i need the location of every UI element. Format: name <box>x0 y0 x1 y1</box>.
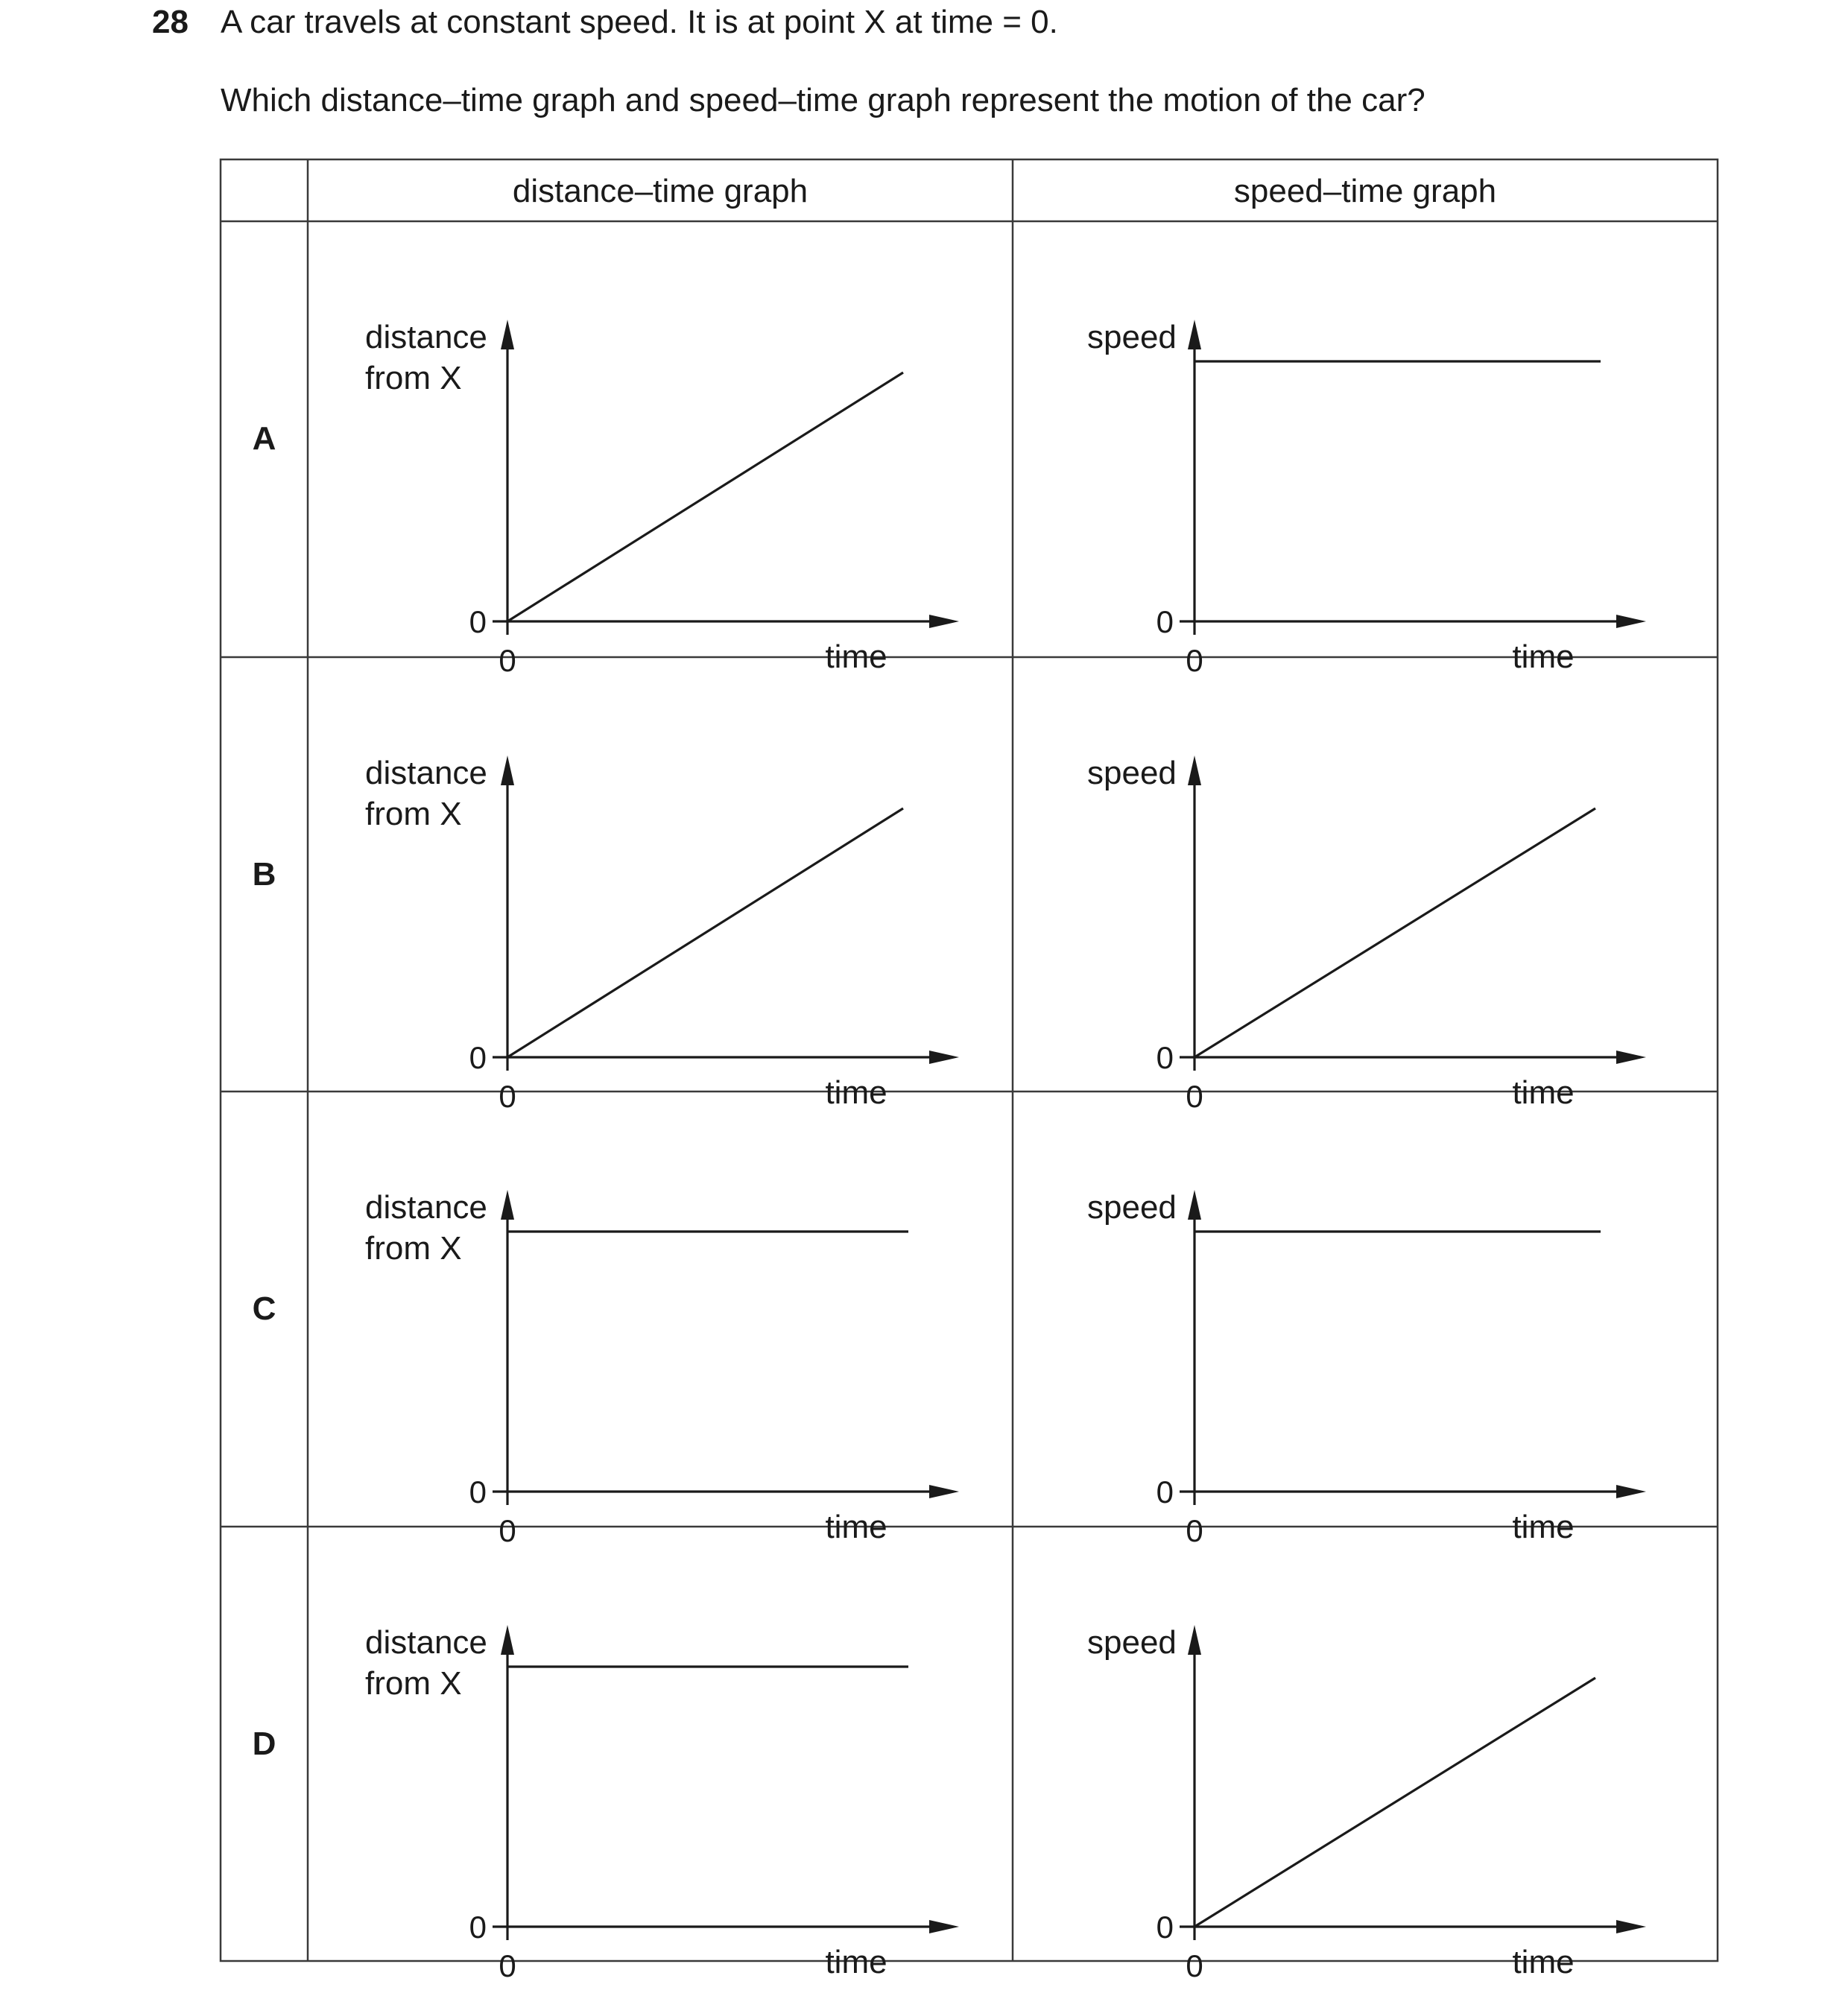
row-c-speed-graph-y-label: speed <box>1087 1189 1177 1226</box>
row-c-distance-graph-y-axis-arrow <box>501 1190 514 1220</box>
row-a-distance-graph-x-label: time <box>825 639 887 675</box>
row-c-distance-graph-x-axis-arrow <box>929 1485 959 1498</box>
row-d-speed-graph-y-axis-arrow <box>1188 1625 1201 1655</box>
question-prompt: Which distance–time graph and speed–time graph represent the motion of the car? <box>221 82 1425 118</box>
row-b-speed-graph-origin-y-label: 0 <box>1156 1040 1174 1075</box>
row-c-distance-graph-origin-x-label: 0 <box>499 1513 516 1548</box>
option-label-d: D <box>252 1726 276 1762</box>
row-b-speed-graph-rising-line <box>1194 808 1595 1057</box>
row-b-distance-graph-x-axis-arrow <box>929 1051 959 1064</box>
row-b-distance-graph-y-axis-arrow <box>501 755 514 785</box>
row-c-speed-graph-x-axis-arrow <box>1616 1485 1646 1498</box>
row-a-speed-graph-y-axis-arrow <box>1188 320 1201 349</box>
row-d-speed-graph-x-axis-arrow <box>1616 1920 1646 1933</box>
row-d-distance-graph-y-label-line1: distance <box>365 1624 487 1661</box>
row-c-distance-graph-y-label-line2: from X <box>365 1230 462 1267</box>
row-d-distance-graph-y-axis-arrow <box>501 1625 514 1655</box>
row-d-distance-graph-origin-x-label: 0 <box>499 1948 516 1983</box>
row-b-distance-graph-rising-line <box>507 808 903 1057</box>
row-b-speed-graph-y-label: speed <box>1087 755 1177 791</box>
row-c-distance-graph-x-label: time <box>825 1509 887 1545</box>
row-d-speed-graph-x-label: time <box>1512 1944 1575 1980</box>
row-a-speed-graph-y-label: speed <box>1087 319 1177 355</box>
header-distance-time: distance–time graph <box>512 173 808 209</box>
row-a-speed-graph-x-axis-arrow <box>1616 615 1646 628</box>
row-b-speed-graph-y-axis-arrow <box>1188 755 1201 785</box>
row-d-distance-graph-x-label: time <box>825 1944 887 1980</box>
row-d-speed-graph-y-label: speed <box>1087 1624 1177 1661</box>
row-b-distance-graph-origin-x-label: 0 <box>499 1079 516 1114</box>
option-label-b: B <box>252 856 276 893</box>
row-c-speed-graph-origin-y-label: 0 <box>1156 1474 1174 1509</box>
row-d-speed-graph-rising-line <box>1194 1678 1595 1927</box>
row-a-distance-graph-y-axis-arrow <box>501 320 514 349</box>
row-a-speed-graph-x-label: time <box>1512 639 1575 675</box>
row-d-distance-graph-x-axis-arrow <box>929 1920 959 1933</box>
row-d-distance-graph-y-label-line2: from X <box>365 1665 462 1702</box>
row-a-distance-graph-x-axis-arrow <box>929 615 959 628</box>
row-a-distance-graph-rising-line <box>507 373 903 621</box>
row-a-distance-graph-origin-x-label: 0 <box>499 643 516 678</box>
row-c-distance-graph-origin-y-label: 0 <box>469 1474 487 1509</box>
row-b-distance-graph-y-label-line2: from X <box>365 796 462 832</box>
question-number: 28 <box>152 4 189 40</box>
row-b-speed-graph-x-label: time <box>1512 1074 1575 1111</box>
row-c-distance-graph-y-label-line1: distance <box>365 1189 487 1226</box>
row-b-distance-graph-origin-y-label: 0 <box>469 1040 487 1075</box>
row-a-distance-graph-origin-y-label: 0 <box>469 604 487 639</box>
row-a-speed-graph-origin-y-label: 0 <box>1156 604 1174 639</box>
question-stem: A car travels at constant speed. It is at point X at time = 0. <box>221 4 1058 40</box>
row-d-speed-graph-origin-y-label: 0 <box>1156 1910 1174 1945</box>
row-a-distance-graph-y-label-line2: from X <box>365 360 462 396</box>
option-label-c: C <box>252 1290 276 1327</box>
header-speed-time: speed–time graph <box>1233 173 1497 209</box>
row-b-speed-graph-x-axis-arrow <box>1616 1051 1646 1064</box>
row-a-speed-graph-origin-x-label: 0 <box>1186 643 1203 678</box>
row-b-distance-graph-y-label-line1: distance <box>365 755 487 791</box>
row-a-distance-graph-y-label-line1: distance <box>365 319 487 355</box>
row-d-speed-graph-origin-x-label: 0 <box>1186 1948 1203 1983</box>
row-b-speed-graph-origin-x-label: 0 <box>1186 1079 1203 1114</box>
row-d-distance-graph-origin-y-label: 0 <box>469 1910 487 1945</box>
row-c-speed-graph-origin-x-label: 0 <box>1186 1513 1203 1548</box>
option-label-a: A <box>252 420 276 457</box>
row-b-distance-graph-x-label: time <box>825 1074 887 1111</box>
row-c-speed-graph-y-axis-arrow <box>1188 1190 1201 1220</box>
row-c-speed-graph-x-label: time <box>1512 1509 1575 1545</box>
